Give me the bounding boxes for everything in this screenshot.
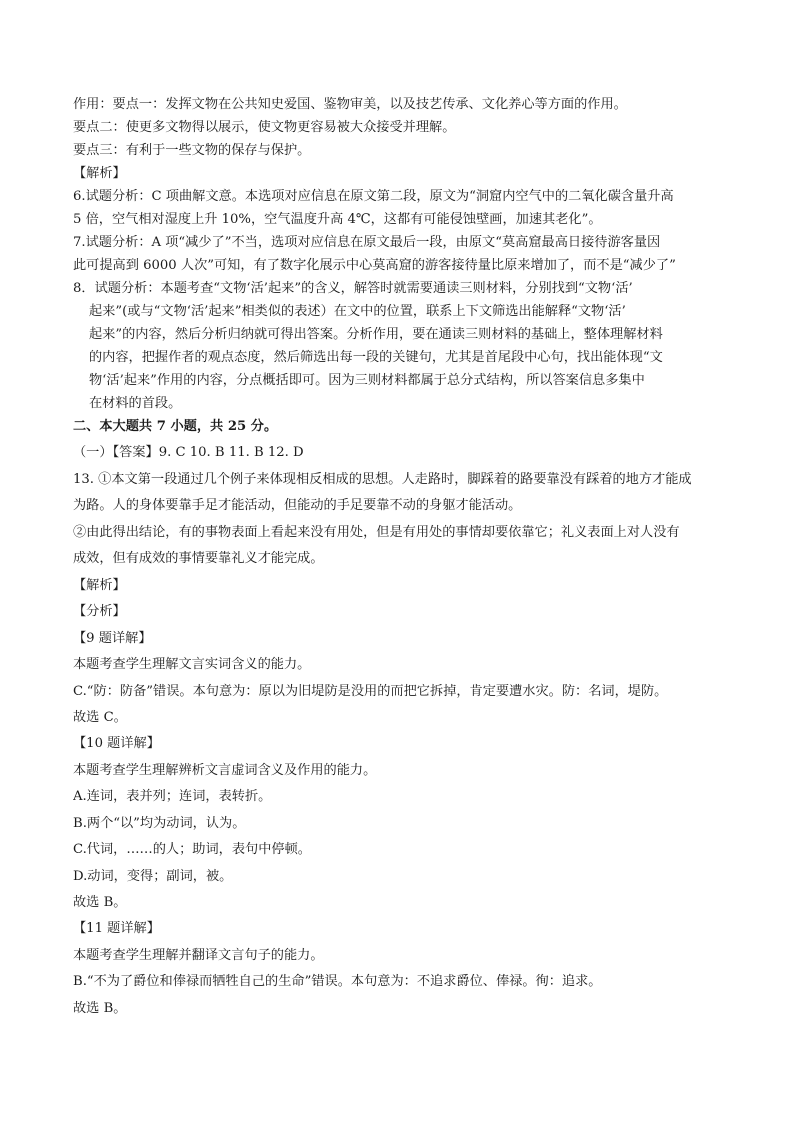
text-line: 本题考查学生理解文言实词含义的能力。 bbox=[73, 657, 311, 672]
text-line: B.两个“以”均为动词，认为。 bbox=[73, 816, 246, 831]
section-label: 【10 题详解】 bbox=[73, 736, 160, 751]
text-line: 6.试题分析：C 项曲解文意。本选项对应信息在原文第二段，原文为“洞窟内空气中的二氧化碳含量升高 bbox=[73, 189, 674, 204]
text-line: 作用：要点一：发挥文物在公共知史爱国、鉴物审美，以及技艺传承、文化养心等方面的作用。 bbox=[73, 97, 627, 112]
section-label: 【9 题详解】 bbox=[73, 631, 152, 646]
text-line: 故选 B。 bbox=[73, 1001, 127, 1016]
section-label: 【解析】 bbox=[73, 166, 126, 181]
text-line: 5 倍，空气相对湿度上升 10%，空气温度升高 4℃，这都有可能侵蚀壁画，加速其老化”。 bbox=[73, 212, 602, 227]
answer-line: （一）【答案】9. C 10. B 11. B 12. D bbox=[73, 445, 304, 460]
text-line: C.“防：防备”错误。本句意为：原以为旧堤防是没用的而把它拆掉，肯定要遭水灾。防：名词，堤防。 bbox=[73, 684, 668, 699]
text-line: 为路。人的身体要靠手足才能活动，但能动的手足要靠不动的身躯才能活动。 bbox=[73, 498, 522, 513]
text-line: 要点二：使更多文物得以展示，使文物更容易被大众接受并理解。 bbox=[73, 120, 456, 135]
text-line: 8．试题分析：本题考查“文物‘活’起来”的含义，解答时就需要通读三则材料，分别找到“文物‘活’ bbox=[73, 281, 633, 296]
text-line: 故选 C。 bbox=[73, 710, 127, 725]
text-line: 此可提高到 6000 人次”可知，有了数字化展示中心莫高窟的游客接待量比原来增加了，而不是“减少了” bbox=[73, 258, 676, 273]
text-line: 7.试题分析：A 项“减少了”不当，选项对应信息在原文最后一段，由原文“莫高窟最高日接待游客量因 bbox=[73, 235, 661, 250]
text-line: 13. ①本文第一段通过几个例子来体现相反相成的思想。人走路时，脚踩着的路要靠没有踩着的地方才能成 bbox=[73, 472, 692, 487]
text-line: 故选 B。 bbox=[73, 895, 127, 910]
text-line: 成效，但有成效的事情要靠礼义才能完成。 bbox=[73, 551, 324, 566]
text-line: ②由此得出结论，有的事物表面上看起来没有用处，但是有用处的事情却要依靠它；礼义表面上对人没有 bbox=[73, 525, 680, 540]
text-line: 本题考查学生理解辨析文言虚词含义及作用的能力。 bbox=[73, 763, 377, 778]
section-label: 【分析】 bbox=[73, 604, 126, 619]
text-line: B.“不为了爵位和俸禄而牺牲自己的生命”错误。本句意为：不追求爵位、俸禄。徇：追求。 bbox=[73, 974, 602, 989]
section-heading: 二、本大题共 7 小题，共 25 分。 bbox=[73, 419, 278, 434]
text-line: A.连词，表并列；连词，表转折。 bbox=[73, 789, 272, 804]
section-label: 【11 题详解】 bbox=[73, 921, 160, 936]
text-line: C.代词，……的人；助词，表句中停顿。 bbox=[73, 842, 311, 857]
text-line: 起来”(或与“文物‘活’起来”相类似的表述）在文中的位置，联系上下文筛选出能解释“文物‘活’ bbox=[89, 304, 626, 319]
text-line: 在材料的首段。 bbox=[89, 396, 182, 411]
text-line: D.动词，变得；副词，被。 bbox=[73, 869, 233, 884]
text-line: 要点三：有利于一些文物的保存与保护。 bbox=[73, 143, 311, 158]
text-line: 起来”的内容，然后分析归纳就可得出答案。分析作用，要在通读三则材料的基础上，整体理解材料 bbox=[89, 327, 663, 342]
text-line: 的内容，把握作者的观点态度，然后筛选出每一段的关键句，尤其是首尾段中心句，找出能体现“文 bbox=[89, 350, 663, 365]
text-line: 本题考查学生理解并翻译文言句子的能力。 bbox=[73, 948, 324, 963]
section-label: 【解析】 bbox=[73, 578, 126, 593]
text-line: 物‘活’起来”作用的内容，分点概括即可。因为三则材料都属于总分式结构，所以答案信息多集中 bbox=[89, 373, 645, 388]
